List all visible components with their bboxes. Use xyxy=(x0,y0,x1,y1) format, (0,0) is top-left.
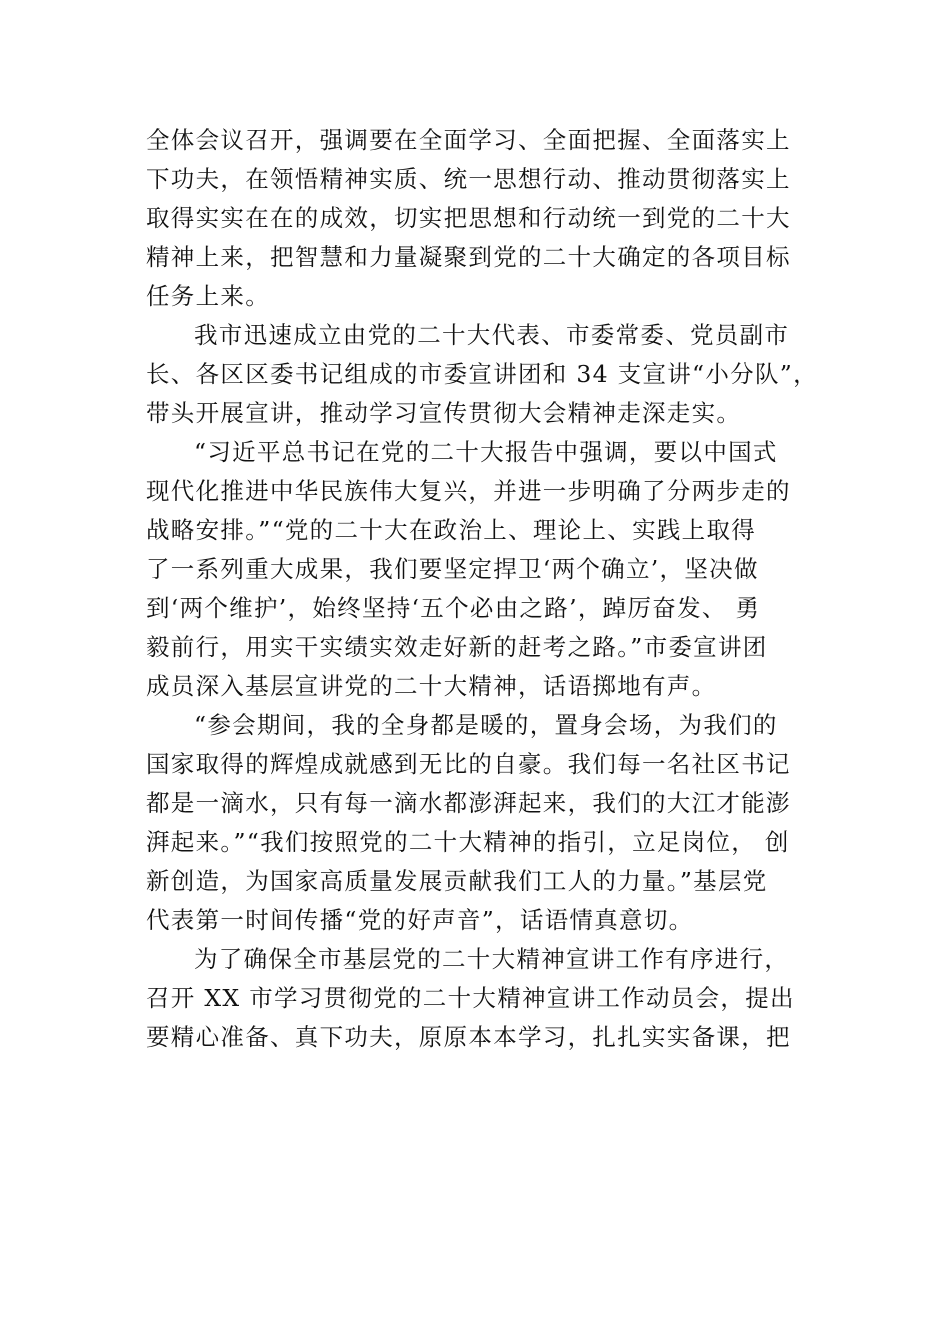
text-line: 成员深入基层宣讲党的二十大精神，话语掷地有声。 xyxy=(146,672,717,700)
text-line: 召开 XX 市学习贯彻党的二十大精神宣讲工作动员会，提出 xyxy=(146,984,795,1012)
text-line: 下功夫，在领悟精神实质、统一思想行动、推动贯彻落实上 xyxy=(146,165,791,193)
text-line: 精神上来，把智慧和力量凝聚到党的二十大确定的各项目标 xyxy=(146,243,791,271)
text-line: 新创造，为国家高质量发展贡献我们工人的力量。”基层党 xyxy=(146,867,768,895)
text-line: 都是一滴水，只有每一滴水都澎湃起来，我们的大江才能澎 xyxy=(146,789,791,817)
text-line: 长、各区区委书记组成的市委宣讲团和 34 支宣讲“小分队”， xyxy=(146,360,818,388)
text-line: 国家取得的辉煌成就感到无比的自豪。我们每一名社区书记 xyxy=(146,750,791,778)
text-line: 现代化推进中华民族伟大复兴，并进一步明确了分两步走的 xyxy=(146,477,791,505)
paragraph-start-line: 我市迅速成立由党的二十大代表、市委常委、党员副市 xyxy=(194,321,790,349)
text-line: 全体会议召开，强调要在全面学习、全面把握、全面落实上 xyxy=(146,126,791,154)
text-line: 到‘两个维护’，始终坚持‘五个必由之路’，踔厉奋发、 勇 xyxy=(146,594,761,622)
paragraph-start-line: “习近平总书记在党的二十大报告中强调，要以中国式 xyxy=(194,438,778,466)
text-line: 任务上来。 xyxy=(146,282,270,310)
paragraph-start-line: “参会期间，我的全身都是暖的，置身会场，为我们的 xyxy=(194,711,778,739)
text-line: 带头开展宣讲，推动学习宣传贯彻大会精神走深走实。 xyxy=(146,399,742,427)
document-body xyxy=(146,121,816,1057)
text-line: 毅前行，用实干实绩实效走好新的赶考之路。”市委宣讲团 xyxy=(146,633,768,661)
text-line: 要精心准备、真下功夫，原原本本学习，扎扎实实备课，把 xyxy=(146,1023,791,1051)
text-line: 代表第一时间传播“党的好声音”，话语情真意切。 xyxy=(146,906,694,934)
text-line: 了一系列重大成果，我们要坚定捍卫‘两个确立’，坚决做 xyxy=(146,555,759,583)
paragraph-start-line: 为了确保全市基层党的二十大精神宣讲工作有序进行， xyxy=(194,945,790,973)
text-line: 战略安排。”“党的二十大在政治上、理论上、实践上取得 xyxy=(146,516,757,544)
text-line: 取得实实在在的成效，切实把思想和行动统一到党的二十大 xyxy=(146,204,791,232)
text-line: 湃起来。”“我们按照党的二十大精神的指引，立足岗位， 创 xyxy=(146,828,790,856)
